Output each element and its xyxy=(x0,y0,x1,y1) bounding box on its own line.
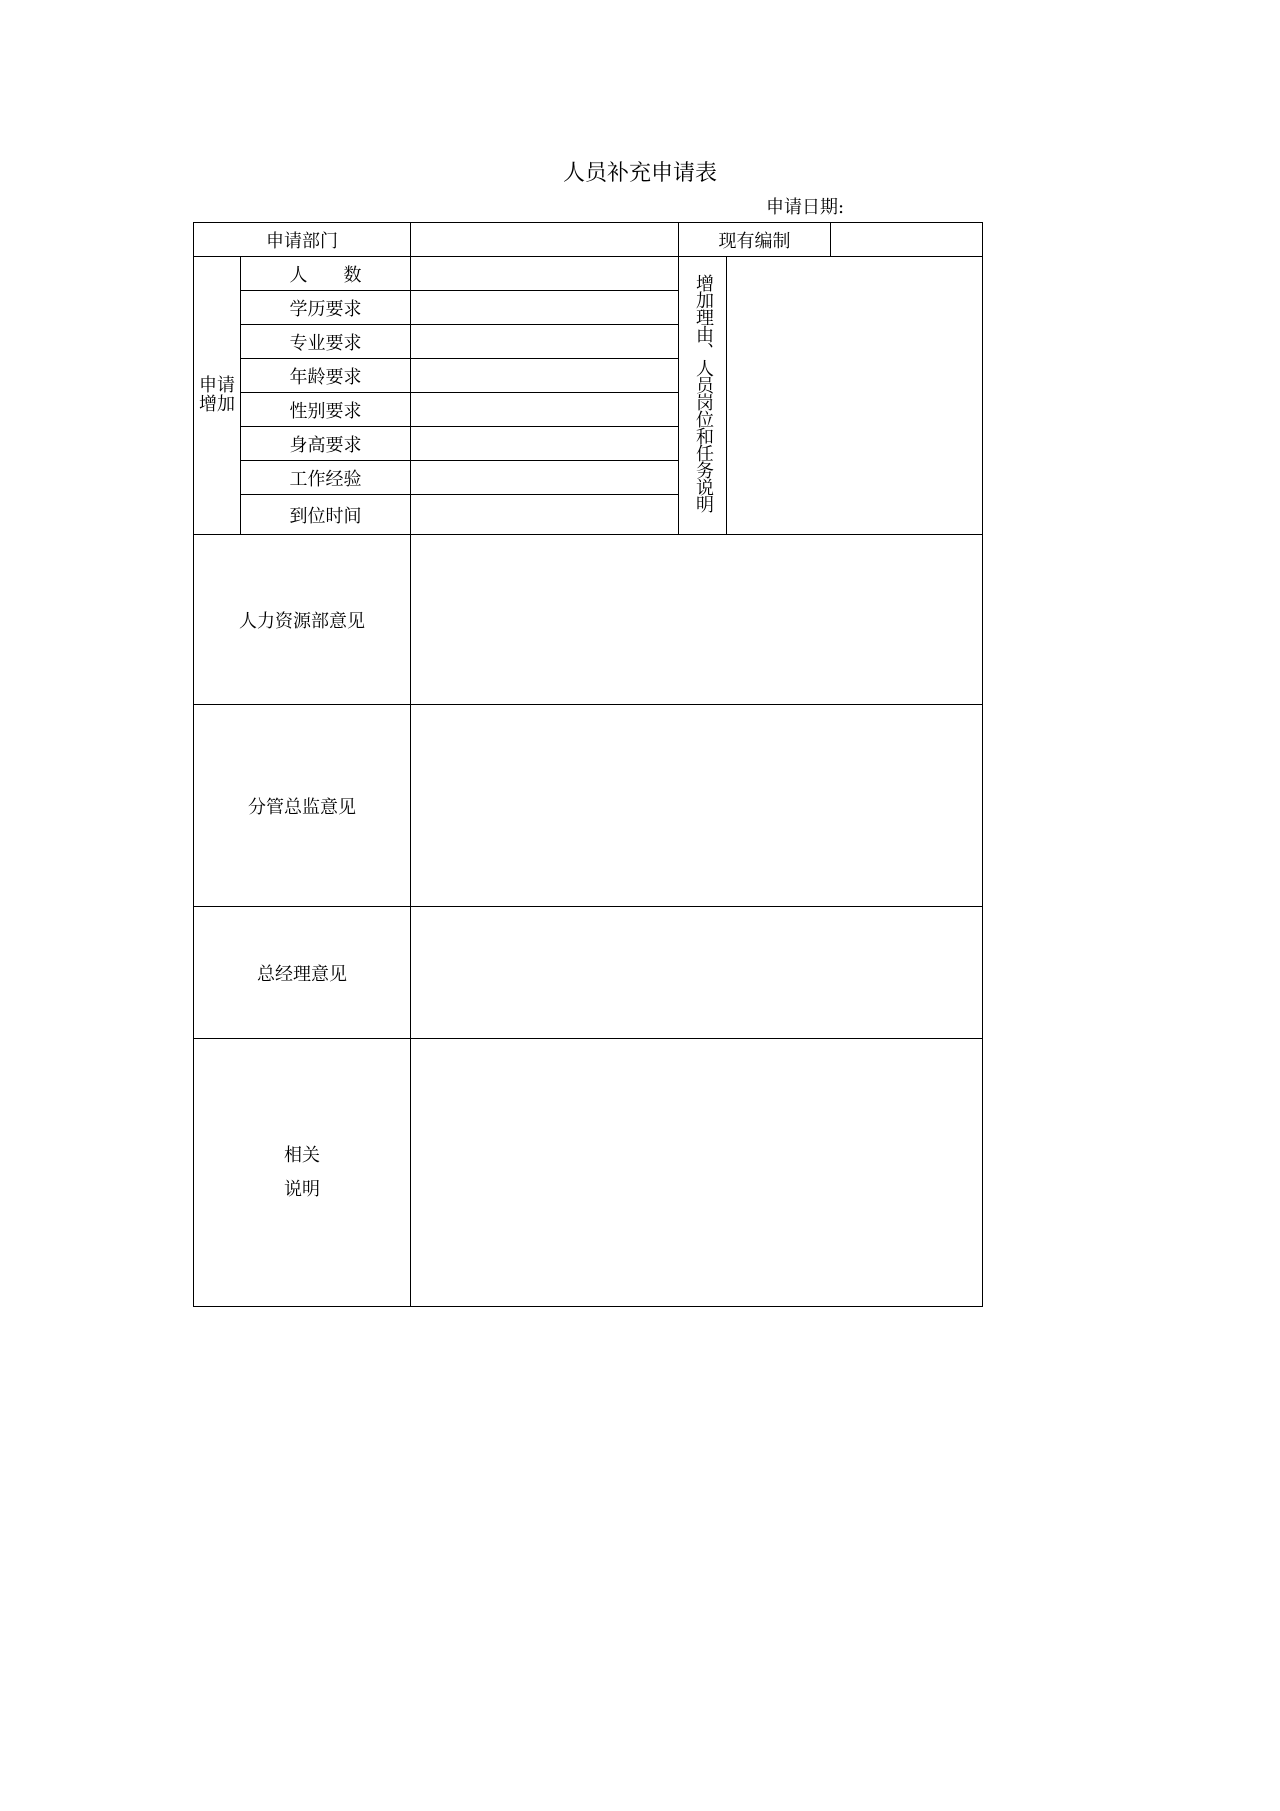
item-label-experience: 工作经验 xyxy=(241,461,411,495)
gm-opinion-label: 总经理意见 xyxy=(194,907,411,1039)
row-notes xyxy=(194,1039,983,1307)
staffing-label: 现有编制 xyxy=(679,223,831,257)
item-value-arrival-time[interactable] xyxy=(411,495,679,535)
notes-line2: 说明 xyxy=(284,1178,320,1200)
row-department xyxy=(194,223,983,257)
notes-line1: 相关 xyxy=(284,1144,320,1166)
row-director-opinion xyxy=(194,705,983,907)
dept-value-cell[interactable] xyxy=(411,223,679,257)
apply-increase-label xyxy=(194,257,241,535)
item-value-height[interactable] xyxy=(411,427,679,461)
item-label-education: 学历要求 xyxy=(241,291,411,325)
item-label-headcount: 人 数 xyxy=(241,257,411,291)
row-headcount xyxy=(194,257,983,291)
item-value-headcount[interactable] xyxy=(411,257,679,291)
page-title: 人员补充申请表 xyxy=(562,161,717,186)
item-label-major: 专业要求 xyxy=(241,325,411,359)
notes-value-cell[interactable] xyxy=(411,1039,983,1307)
apply-date-label: 申请日期: xyxy=(766,197,845,218)
application-form-table xyxy=(193,222,983,1307)
apply-increase-line1: 申请 xyxy=(199,374,235,396)
item-value-major[interactable] xyxy=(411,325,679,359)
row-gm-opinion xyxy=(194,907,983,1039)
director-opinion-value-cell[interactable] xyxy=(411,705,983,907)
item-label-arrival-time: 到位时间 xyxy=(241,495,411,535)
hr-opinion-value-cell[interactable] xyxy=(411,535,983,705)
item-label-age: 年龄要求 xyxy=(241,359,411,393)
item-label-height: 身高要求 xyxy=(241,427,411,461)
increase-reason-value-cell[interactable] xyxy=(727,257,983,535)
item-value-gender[interactable] xyxy=(411,393,679,427)
item-value-age[interactable] xyxy=(411,359,679,393)
staffing-value-cell[interactable] xyxy=(831,223,983,257)
dept-label: 申请部门 xyxy=(194,223,411,257)
item-value-experience[interactable] xyxy=(411,461,679,495)
director-opinion-label: 分管总监意见 xyxy=(194,705,411,907)
hr-opinion-label: 人力资源部意见 xyxy=(194,535,411,705)
increase-reason-label xyxy=(679,257,727,535)
apply-increase-line2: 增加 xyxy=(199,393,235,415)
gm-opinion-value-cell[interactable] xyxy=(411,907,983,1039)
item-value-education[interactable] xyxy=(411,291,679,325)
notes-label xyxy=(194,1039,411,1307)
increase-reason-text: 增加理由、人员岗位和任务说明 xyxy=(692,274,714,512)
row-hr-opinion xyxy=(194,535,983,705)
item-label-gender: 性别要求 xyxy=(241,393,411,427)
